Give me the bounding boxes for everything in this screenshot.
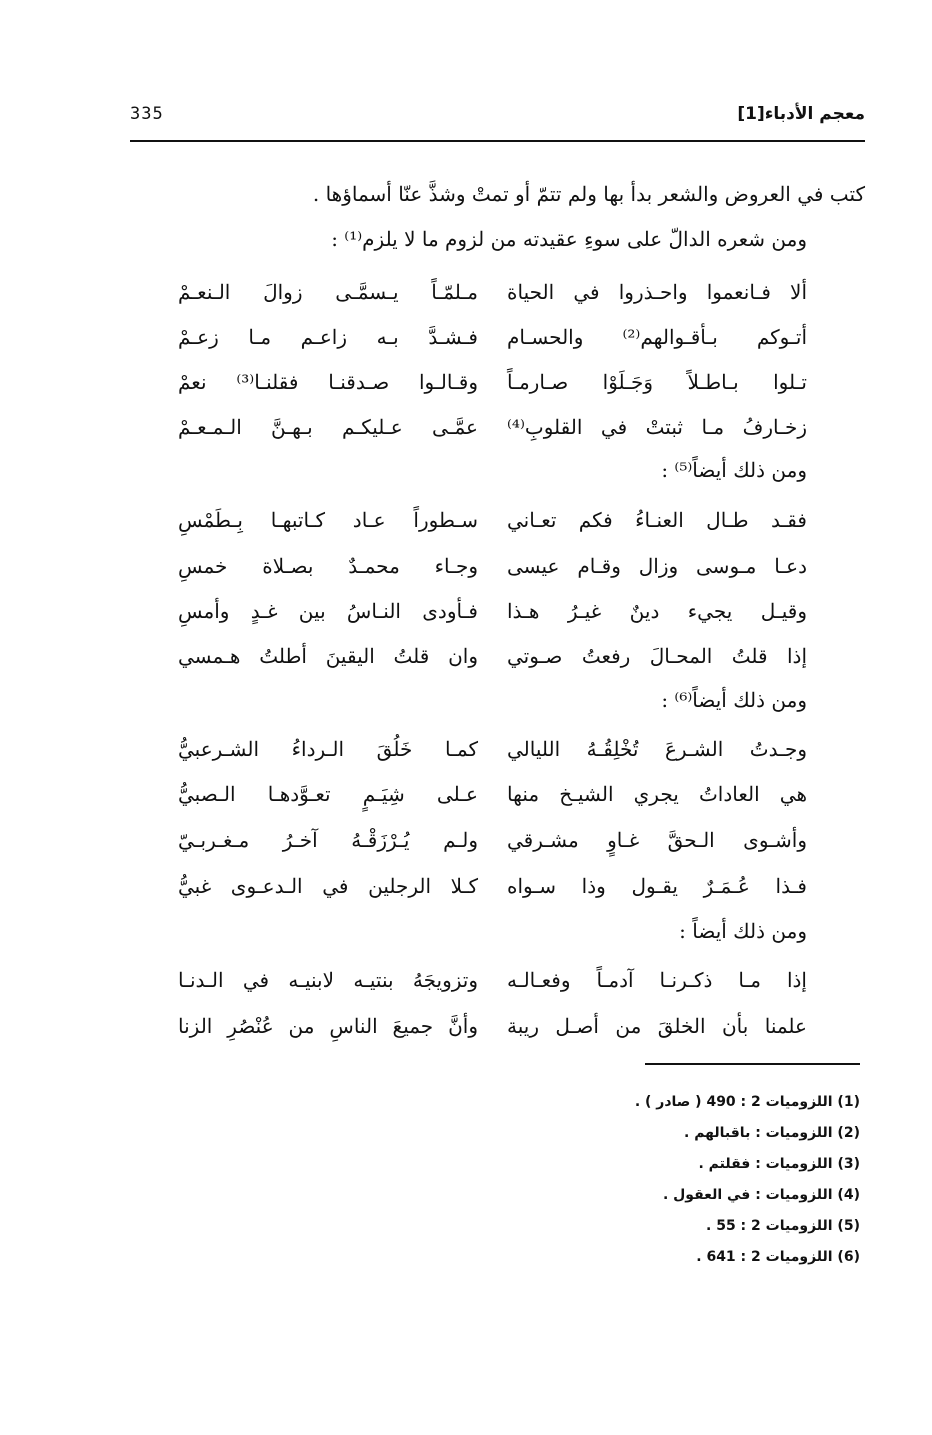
verse-first-hemistich: علمنا بأن الخلقَ من أصـل ريبة [507, 1014, 807, 1038]
verse-line [130, 871, 865, 901]
verse-line [130, 734, 865, 764]
verse-first-hemistich: وجـدتُ الشـرعَ تُخْلِقُـهُ الليالي [507, 737, 807, 761]
page-number: 335 [130, 104, 164, 124]
verse-line [130, 277, 865, 307]
verse-second-hemistich: سـطوراً عـاد كـاتبهـا بِـطَمْسِ [178, 508, 478, 532]
verse-line [130, 322, 865, 352]
verse-first-hemistich: ألا فـانعموا واحـذروا في الحياة [507, 280, 807, 304]
section-label: ومن ذلك أيضاً : [679, 919, 807, 943]
verse-second-hemistich: وأنَّ جميعَ الناسِ من عُنْصُرِ الزنا [178, 1014, 478, 1038]
verse-second-hemistich: وجـاء محمـدٌ بصـلاة خمسِ [178, 554, 478, 578]
verse-first-hemistich: إذا مـا ذكـرنـا آدمـاً وفعـالـه [507, 968, 807, 992]
verse-line [130, 641, 865, 671]
verse-first-hemistich: فقـد طـال العنـاءُ فكم تعـاني [507, 508, 807, 532]
verse-line [130, 825, 865, 855]
verse-second-hemistich: فـأودى النـاسُ بين غـدٍ وأمسِ [178, 599, 478, 623]
verse-line [130, 412, 865, 442]
verse-line [130, 505, 865, 535]
page-header [130, 100, 865, 136]
verse-second-hemistich: كمـا خَلُقَ الـرداءُ الشـرعبيُّ [178, 737, 478, 761]
verse-line [130, 779, 865, 809]
verse-second-hemistich: وقـالـوا صـدقنـا فقلنـا⁽³⁾ نعمْ [178, 370, 478, 394]
intro-line: ومن شعره الدالّ على سوءِ عقيدته من لزوم ما لا يلزم⁽¹⁾ : [331, 227, 807, 251]
footnote: (6) اللزوميات 2 : 641 . [696, 1249, 860, 1265]
verse-first-hemistich: تـلوا بـاطـلاً وَجَـلَوْا صـارمـاً [507, 370, 807, 394]
footnote: (4) اللزوميات : في العقول . [662, 1187, 860, 1203]
footnote-rule [645, 1063, 860, 1065]
verse-line [130, 551, 865, 581]
verse-first-hemistich: زخـارفُ مـا ثبتتْ في القلوبِ⁽⁴⁾ [507, 415, 807, 439]
verse-line [130, 965, 865, 995]
verse-first-hemistich: هي العاداتُ يجري الشيـخ منها [507, 782, 807, 806]
verse-first-hemistich: دعـا مـوسى وزال وقـام عيسى [507, 554, 807, 578]
verse-line [130, 367, 865, 397]
verse-first-hemistich: إذا قلتُ المحـالَ رفعتُ صـوتي [507, 644, 807, 668]
verse-second-hemistich: مـلمّـاً يـسمَّـى زوالَ الـنعـمْ [178, 280, 478, 304]
verse-first-hemistich: أتـوكم بـأقـوالهم⁽²⁾ والحسـام [507, 325, 807, 349]
verse-second-hemistich: كـلا الرجلين في الـدعـوى غبيُّ [178, 874, 478, 898]
verse-second-hemistich: وتزويجَهُ بنتيـه لابنيـه في الـدنـا [178, 968, 478, 992]
footnote: (5) اللزوميات 2 : 55 . [706, 1218, 860, 1234]
footnote: (2) اللزوميات : باقبالهم . [684, 1125, 860, 1141]
verse-line [130, 596, 865, 626]
verse-second-hemistich: ولـم يُـرْزَقْـهُ آخـرُ مـغـربـيّ [178, 828, 478, 852]
verse-first-hemistich: وأشـوى الـحقَّ غـاوٍ مشـرقي [507, 828, 807, 852]
section-label: ومن ذلك أيضاً⁽⁵⁾ : [661, 458, 807, 482]
verse-second-hemistich: عـلى شِيَـمٍ تعـوَّدهـا الـصبيُّ [178, 782, 478, 806]
verse-second-hemistich: عمَّـى عـليكـم بـهـنَّ الـمـعـمْ [178, 415, 478, 439]
verse-second-hemistich: فـشـدَّ بـه زاعـم مـا زعـمْ [178, 325, 478, 349]
verse-second-hemistich: وان قلتُ اليقينَ أطلتُ هـمسي [178, 644, 478, 668]
running-title: معجم الأدباء[1] [737, 104, 865, 124]
verse-line [130, 1011, 865, 1041]
intro-line: كتب في العروض والشعر بدأ بها ولم تتمّ أو تمتْ وشذَّ عنّا أسماؤها . [312, 182, 865, 206]
footnote: (1) اللزوميات 2 : 490 ( صادر ) . [634, 1094, 860, 1110]
verse-first-hemistich: وقيـل يجيء دينٌ غيـرُ هـذا [507, 599, 807, 623]
footnote: (3) اللزوميات : فقلتم . [698, 1156, 860, 1172]
verse-first-hemistich: فـذا عُـمَـرٌ يقـول وذا سـواه [507, 874, 807, 898]
header-rule [130, 140, 865, 142]
section-label: ومن ذلك أيضاً⁽⁶⁾ : [661, 688, 807, 712]
